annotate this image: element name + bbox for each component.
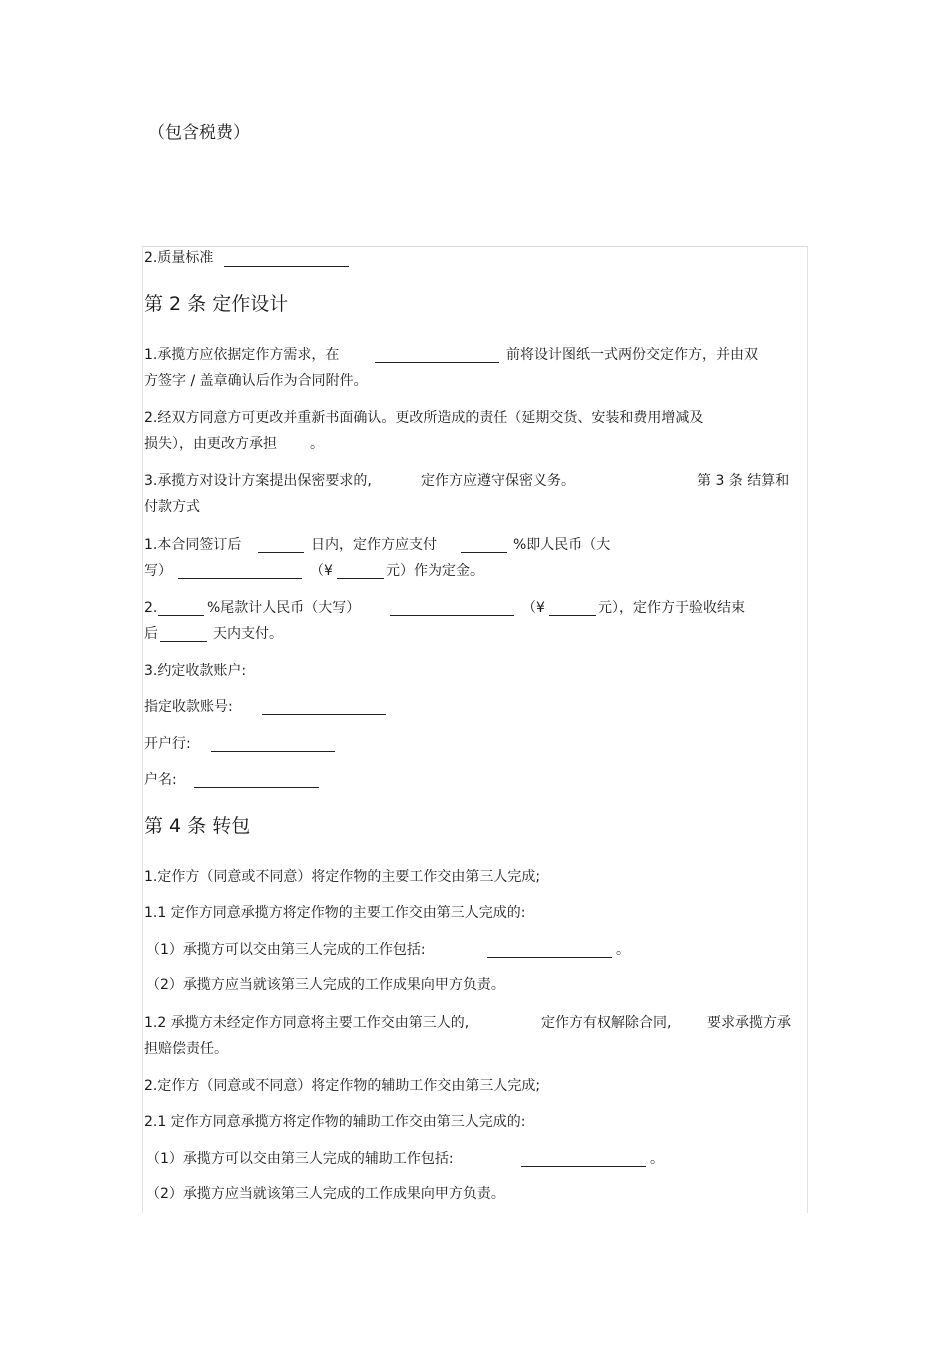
art4-aux-work-blank[interactable] bbox=[521, 1152, 646, 1167]
account-name-blank[interactable] bbox=[194, 773, 319, 788]
art3-p1-f: 元）作为定金。 bbox=[386, 563, 484, 579]
art3-p1-c: %即人民币（大 bbox=[513, 537, 611, 553]
art4-p1-2-b: 定作方有权解除合同, bbox=[541, 1015, 672, 1031]
art4-p2-1-2: （2）承揽方应当就该第三人完成的工作成果向甲方负责。 bbox=[146, 1186, 505, 1202]
art3-amount-blank[interactable] bbox=[337, 564, 384, 579]
art3-p1-d: 写） bbox=[144, 563, 172, 579]
account-number-label: 指定收款账号: bbox=[144, 699, 233, 715]
art3-balance-amount-blank[interactable] bbox=[549, 601, 596, 616]
art4-p2-1-1-end: 。 bbox=[650, 1151, 664, 1167]
art2-p2-b: 损失），由更改方承担 bbox=[144, 436, 277, 452]
art3-days-blank[interactable] bbox=[258, 538, 304, 553]
art2-p2-c: 。 bbox=[310, 436, 324, 452]
art3-p2-e: 后 bbox=[144, 626, 158, 642]
bank-label: 开户行: bbox=[144, 736, 191, 752]
account-number-blank[interactable] bbox=[262, 700, 386, 715]
art4-p1: 1.定作方（同意或不同意）将定作物的主要工作交由第三人完成; bbox=[144, 869, 541, 885]
art4-p1-2-d: 担赔偿责任。 bbox=[144, 1041, 228, 1057]
art3-p3: 3.约定收款账户: bbox=[144, 663, 247, 679]
art2-p1-b: 前将设计图纸一式两份交定作方，并由双 bbox=[506, 347, 758, 363]
article-2-title: 第 2 条 定作设计 bbox=[144, 293, 289, 315]
art3-p2-c: （¥ bbox=[522, 600, 545, 616]
quality-label: 2.质量标准 bbox=[144, 250, 214, 266]
art3-p2-d: 元），定作方于验收结束 bbox=[598, 600, 745, 616]
art3-balance-words-blank[interactable] bbox=[390, 601, 514, 616]
art2-p3-b: 定作方应遵守保密义务。 bbox=[421, 473, 575, 489]
art3-p2-a: 2. bbox=[144, 600, 158, 616]
art3-balance-percent-blank[interactable] bbox=[158, 601, 204, 616]
art4-p1-1: 1.1 定作方同意承揽方将定作物的主要工作交由第三人完成的: bbox=[144, 905, 526, 921]
art3-p1-b: 日内，定作方应支付 bbox=[311, 537, 437, 553]
quality-blank[interactable] bbox=[224, 252, 349, 267]
art4-p1-1-2: （2）承揽方应当就该第三人完成的工作成果向甲方负责。 bbox=[146, 977, 505, 993]
art2-p1-c: 方签字 / 盖章确认后作为合同附件。 bbox=[144, 373, 368, 389]
art4-p2: 2.定作方（同意或不同意）将定作物的辅助工作交由第三人完成; bbox=[144, 1078, 541, 1094]
article-3-title: 第 3 条 结算和 bbox=[697, 473, 790, 489]
art2-p2-a: 2.经双方同意方可更改并重新书面确认。更改所造成的责任（延期交货、安装和费用增减及 bbox=[144, 410, 704, 426]
art3-amount-words-blank[interactable] bbox=[178, 564, 302, 579]
art4-p1-1-1-end: 。 bbox=[616, 942, 630, 958]
article-3-title-cont: 付款方式 bbox=[144, 499, 200, 515]
art3-p2-b: %尾款计人民币（大写） bbox=[207, 600, 361, 616]
art2-p1-blank[interactable] bbox=[375, 348, 499, 363]
art3-percent-blank[interactable] bbox=[461, 538, 507, 553]
article-4-title: 第 4 条 转包 bbox=[144, 815, 251, 837]
art4-p1-2-a: 1.2 承揽方未经定作方同意将主要工作交由第三人的, bbox=[144, 1015, 470, 1031]
art3-balance-days-blank[interactable] bbox=[160, 627, 207, 642]
art3-p1-e: （¥ bbox=[310, 563, 333, 579]
content-frame bbox=[142, 246, 808, 1213]
art2-p1-a: 1.承揽方应依据定作方需求，在 bbox=[144, 347, 340, 363]
art3-p2-f: 天内支付。 bbox=[213, 626, 283, 642]
account-name-label: 户名: bbox=[144, 772, 177, 788]
art2-p3-a: 3.承揽方对设计方案提出保密要求的, bbox=[144, 473, 372, 489]
art3-p1-a: 1.本合同签订后 bbox=[144, 537, 242, 553]
top-note: （包含税费） bbox=[148, 123, 250, 143]
bank-blank[interactable] bbox=[211, 737, 335, 752]
art4-p2-1: 2.1 定作方同意承揽方将定作物的辅助工作交由第三人完成的: bbox=[144, 1114, 526, 1130]
art4-p2-1-1: （1）承揽方可以交由第三人完成的辅助工作包括: bbox=[146, 1151, 454, 1167]
art4-p1-2-c: 要求承揽方承 bbox=[707, 1015, 791, 1031]
art4-main-work-blank[interactable] bbox=[487, 943, 612, 958]
art4-p1-1-1: （1）承揽方可以交由第三人完成的工作包括: bbox=[146, 942, 426, 958]
